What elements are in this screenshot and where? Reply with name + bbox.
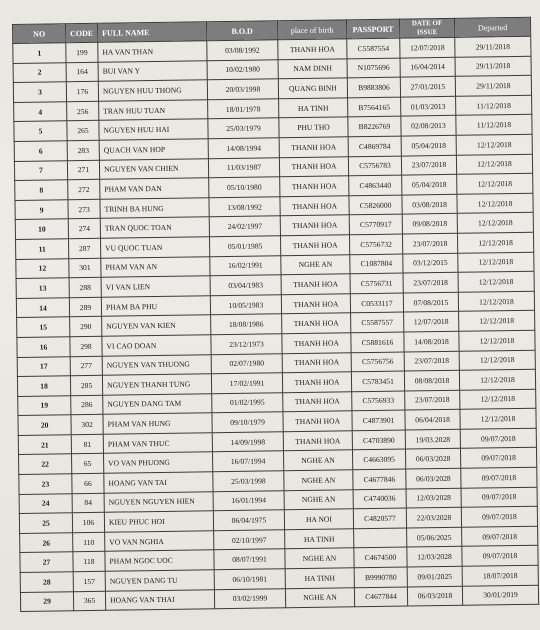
cell-departed: 12/12/2018 — [460, 409, 536, 430]
cell-code: 271 — [67, 160, 99, 180]
cell-date-of-issue: 03/08/2018 — [402, 194, 457, 214]
cell-no: 29 — [20, 591, 73, 611]
cell-passport: C5756732 — [349, 234, 402, 254]
cell-date-of-issue: 23/07/2018 — [402, 233, 457, 253]
cell-full-name: PHAM BA PHU — [101, 295, 210, 316]
cell-passport: C5881616 — [351, 332, 404, 352]
cell-bod: 03/08/1992 — [207, 40, 278, 61]
cell-full-name: NGUYEN THANH TUNG — [102, 374, 211, 395]
cell-departed: 09/07/2018 — [462, 526, 538, 547]
cell-place-of-birth: THANH HOA — [280, 235, 349, 256]
cell-code: 274 — [68, 219, 100, 239]
cell-no: 22 — [19, 454, 72, 474]
cell-departed: 12/12/2018 — [459, 330, 535, 351]
cell-date-of-issue: 23/07/2018 — [405, 390, 460, 410]
cell-departed: 12/12/2018 — [458, 271, 534, 292]
cell-no: 2 — [13, 62, 66, 82]
cell-departed: 09/07/2018 — [461, 467, 537, 488]
cell-passport: C5587554 — [347, 38, 400, 58]
cell-bod: 02/07/1980 — [211, 353, 282, 374]
cell-departed: 18/07/2018 — [462, 565, 538, 586]
cell-departed: 09/07/2018 — [460, 448, 536, 469]
cell-code: 365 — [73, 591, 105, 611]
cell-full-name: TRAN HUU TUAN — [99, 100, 208, 121]
cell-bod: 05/01/1985 — [209, 236, 280, 257]
cell-departed: 12/12/2018 — [457, 213, 533, 234]
cell-code: 286 — [71, 395, 103, 415]
cell-no: 8 — [15, 180, 68, 200]
cell-departed: 29/11/2018 — [455, 36, 531, 57]
cell-place-of-birth: THANH HOA — [283, 431, 352, 452]
cell-departed: 11/12/2018 — [456, 115, 532, 136]
cell-departed: 12/12/2018 — [457, 232, 533, 253]
cell-full-name: PHAM NGOC UOC — [105, 550, 214, 571]
cell-passport: C5826000 — [349, 195, 402, 215]
cell-code: 287 — [69, 238, 101, 258]
cell-departed: 12/12/2018 — [459, 350, 535, 371]
cell-code: 65 — [72, 454, 104, 474]
cell-passport: C5770917 — [349, 214, 402, 234]
header-departed: Departed — [454, 17, 530, 37]
cell-no: 17 — [17, 356, 70, 376]
cell-passport — [354, 528, 407, 548]
cell-no: 15 — [17, 317, 70, 337]
cell-passport: C4869784 — [348, 136, 401, 156]
cell-bod: 16/01/1994 — [213, 490, 284, 511]
cell-date-of-issue: 12/03/2028 — [407, 547, 462, 567]
cell-date-of-issue: 12/07/2018 — [400, 37, 455, 57]
cell-no: 16 — [17, 337, 70, 357]
cell-code: 289 — [69, 297, 101, 317]
cell-date-of-issue: 12/03/2028 — [406, 488, 461, 508]
cell-place-of-birth: THANH HOA — [281, 294, 350, 315]
cell-bod: 09/10/1979 — [212, 412, 283, 433]
cell-full-name: HOANG VAN THAI — [105, 589, 214, 610]
cell-full-name: VU QUOC TUAN — [100, 237, 209, 258]
cell-bod: 23/12/1973 — [211, 334, 282, 355]
header-date-of-issue: DATE OF ISSUE — [399, 18, 454, 38]
cell-bod: 20/03/1998 — [207, 79, 278, 100]
cell-place-of-birth: NGHE AN — [285, 587, 354, 608]
cell-date-of-issue: 05/04/2018 — [402, 174, 457, 194]
cell-place-of-birth: QUANG BINH — [278, 78, 347, 99]
cell-full-name: TRINH BA HUNG — [100, 198, 209, 219]
cell-date-of-issue: 19/03.2028 — [405, 429, 460, 449]
cell-date-of-issue: 09/08/2018 — [402, 214, 457, 234]
cell-departed: 12/12/2018 — [458, 291, 534, 312]
cell-no: 1 — [13, 43, 66, 63]
cell-bod: 13/08/1992 — [209, 197, 280, 218]
cell-departed: 12/12/2018 — [457, 173, 533, 194]
cell-place-of-birth: THANH HOA — [280, 196, 349, 217]
cell-code: 84 — [72, 493, 104, 513]
cell-passport: B9883806 — [347, 77, 400, 97]
cell-no: 5 — [14, 121, 67, 141]
cell-place-of-birth: HA TINH — [285, 529, 354, 550]
cell-place-of-birth: NGHE AN — [285, 548, 354, 569]
cell-no: 21 — [18, 435, 71, 455]
cell-full-name: NGUYEN VAN THUONG — [102, 354, 211, 375]
cell-place-of-birth: THANH HOA — [282, 352, 351, 373]
cell-bod: 25/03/1998 — [213, 471, 284, 492]
cell-full-name: VI VAN LIEN — [101, 276, 210, 297]
cell-departed: 09/07/2018 — [462, 546, 538, 567]
cell-departed: 12/12/2018 — [460, 389, 536, 410]
cell-full-name: NGUYEN VAN KIEN — [102, 315, 211, 336]
cell-full-name: TRAN QUOC TOAN — [100, 217, 209, 238]
cell-passport: C5587557 — [351, 312, 404, 332]
cell-date-of-issue: 14/08/2018 — [404, 331, 459, 351]
header-code: CODE — [66, 23, 98, 42]
cell-no: 27 — [20, 552, 73, 572]
cell-passport: B7564165 — [348, 97, 401, 117]
cell-place-of-birth: PHU THO — [279, 117, 348, 138]
cell-passport: C0533117 — [350, 293, 403, 313]
cell-code: 66 — [72, 473, 104, 493]
cell-full-name: BUI VAN Y — [98, 60, 207, 81]
cell-bod: 06/04/1975 — [213, 510, 284, 531]
cell-full-name: VI CAO DOAN — [102, 335, 211, 356]
cell-place-of-birth: NAM DINH — [278, 58, 347, 79]
cell-full-name: NGUYEN HUU HAI — [99, 119, 208, 140]
cell-place-of-birth: THANH HOA — [280, 215, 349, 236]
cell-passport: C4674500 — [354, 547, 407, 567]
cell-code: 285 — [70, 375, 102, 395]
cell-bod: 03/04/1983 — [210, 275, 281, 296]
cell-place-of-birth: THANH HOA — [278, 39, 347, 60]
cell-code: 298 — [70, 336, 102, 356]
cell-bod: 05/10/1980 — [209, 177, 280, 198]
cell-code: 110 — [73, 532, 105, 552]
cell-no: 3 — [13, 82, 66, 102]
cell-no: 11 — [16, 239, 69, 259]
cell-place-of-birth: NGHE AN — [284, 470, 353, 491]
cell-bod: 17/02/1991 — [211, 373, 282, 394]
cell-departed: 11/12/2018 — [456, 95, 532, 116]
cell-date-of-issue: 06/03/2028 — [405, 449, 460, 469]
header-bod: B.O.D — [206, 21, 277, 41]
cell-bod: 14/08/1994 — [208, 138, 279, 159]
cell-full-name: PHAM VAN DAN — [100, 178, 209, 199]
cell-departed: 12/12/2018 — [459, 311, 535, 332]
cell-passport: C5783451 — [351, 371, 404, 391]
cell-place-of-birth: THANH HOA — [281, 274, 350, 295]
cell-passport: C1087804 — [350, 254, 403, 274]
cell-place-of-birth: THANH HOA — [283, 411, 352, 432]
cell-place-of-birth: THANH HOA — [282, 333, 351, 354]
cell-passport: C5756756 — [351, 352, 404, 372]
cell-bod: 18/08/1986 — [211, 314, 282, 335]
cell-bod: 14/09/1998 — [212, 432, 283, 453]
header-full-name: FULL NAME — [97, 22, 206, 43]
cell-no: 6 — [14, 141, 67, 161]
cell-bod: 10/02/1980 — [207, 59, 278, 80]
cell-full-name: KIEU PHUC HOI — [104, 511, 213, 532]
cell-departed: 30/01/2019 — [462, 585, 538, 606]
cell-full-name: QUACH VAN HOP — [99, 139, 208, 160]
cell-bod: 24/02/1997 — [209, 216, 280, 237]
cell-no: 24 — [19, 493, 72, 513]
cell-departed: 12/12/2018 — [456, 134, 532, 155]
cell-full-name: PHAM VAN AN — [101, 256, 210, 277]
cell-departed: 29/11/2018 — [455, 56, 531, 77]
cell-date-of-issue: 06/04/2018 — [405, 410, 460, 430]
cell-full-name: NGUYEN VAN CHIEN — [99, 158, 208, 179]
cell-departed: 29/11/2018 — [455, 75, 531, 96]
cell-passport: C4863440 — [349, 175, 402, 195]
cell-departed: 12/12/2018 — [459, 369, 535, 390]
cell-no: 9 — [15, 199, 68, 219]
cell-no: 18 — [17, 376, 70, 396]
cell-departed: 09/07/2018 — [461, 506, 537, 527]
cell-no: 28 — [20, 572, 73, 592]
cell-date-of-issue: 06/03/2018 — [407, 586, 462, 606]
cell-code: 277 — [70, 356, 102, 376]
cell-passport: C5756933 — [352, 391, 405, 411]
cell-date-of-issue: 16/04/2014 — [400, 57, 455, 77]
cell-date-of-issue: 03/12/2015 — [403, 253, 458, 273]
cell-full-name: VO VAN NGHIA — [105, 531, 214, 552]
cell-place-of-birth: HA NOI — [284, 509, 353, 530]
cell-date-of-issue: 23/07/2018 — [401, 155, 456, 175]
cell-code: 288 — [69, 277, 101, 297]
cell-date-of-issue: 12/07/2018 — [404, 312, 459, 332]
cell-date-of-issue: 09/01/2025 — [407, 566, 462, 586]
cell-departed: 09/07/2018 — [460, 428, 536, 449]
cell-full-name: PHAM VAN THUC — [103, 433, 212, 454]
cell-code: 199 — [66, 42, 98, 62]
cell-full-name: NGUYEN DANG TAM — [103, 393, 212, 414]
cell-place-of-birth: THANH HOA — [279, 137, 348, 158]
cell-passport: B8226769 — [348, 116, 401, 136]
cell-code: 106 — [72, 513, 104, 533]
cell-no: 20 — [18, 415, 71, 435]
cell-passport: C4873901 — [352, 410, 405, 430]
cell-no: 25 — [19, 513, 72, 533]
cell-place-of-birth: THANH HOA — [279, 156, 348, 177]
cell-no: 12 — [16, 258, 69, 278]
cell-bod: 16/07/1994 — [212, 451, 283, 472]
cell-date-of-issue: 05/06/2025 — [407, 527, 462, 547]
cell-place-of-birth: THANH HOA — [283, 391, 352, 412]
cell-departed: 12/12/2018 — [458, 252, 534, 273]
cell-date-of-issue: 22/03/2028 — [406, 508, 461, 528]
cell-no: 26 — [20, 533, 73, 553]
cell-departed: 12/12/2018 — [456, 154, 532, 175]
cell-code: 176 — [66, 81, 98, 101]
cell-date-of-issue: 08/08/2018 — [404, 370, 459, 390]
cell-bod: 08/07/1991 — [214, 549, 285, 570]
cell-code: 164 — [66, 62, 98, 82]
cell-passport: B9990780 — [354, 567, 407, 587]
cell-passport: C4740036 — [353, 489, 406, 509]
cell-no: 14 — [16, 297, 69, 317]
cell-passport: C4663095 — [352, 450, 405, 470]
cell-code: 157 — [73, 571, 105, 591]
cell-date-of-issue: 01/03/2013 — [401, 96, 456, 116]
cell-full-name: NGUYEN HUU THONG — [98, 80, 207, 101]
cell-full-name: PHAM VAN HUNG — [103, 413, 212, 434]
cell-place-of-birth: THANH HOA — [282, 313, 351, 334]
cell-bod: 10/05/1983 — [210, 294, 281, 315]
cell-bod: 11/03/1987 — [208, 157, 279, 178]
cell-place-of-birth: HA TINH — [279, 98, 348, 119]
cell-passport: C5756731 — [350, 273, 403, 293]
cell-bod: 06/10/1981 — [214, 569, 285, 590]
cell-code: 272 — [68, 179, 100, 199]
cell-passport: C4677844 — [354, 587, 407, 607]
cell-no: 4 — [14, 102, 67, 122]
cell-departed: 12/12/2018 — [457, 193, 533, 214]
cell-no: 19 — [18, 395, 71, 415]
cell-no: 10 — [15, 219, 68, 239]
header-passport: PASSPORT — [346, 19, 399, 39]
cell-code: 283 — [67, 140, 99, 160]
cell-bod: 03/02/1999 — [214, 588, 285, 609]
cell-code: 118 — [73, 552, 105, 572]
table-body — [13, 36, 539, 611]
cell-no: 23 — [19, 474, 72, 494]
cell-bod: 18/01/1978 — [208, 99, 279, 120]
cell-passport: C4820577 — [353, 508, 406, 528]
worker-table — [12, 17, 539, 612]
cell-bod: 16/02/1991 — [210, 255, 281, 276]
cell-full-name: NGUYEN NGUYEN HIEN — [104, 491, 213, 512]
cell-date-of-issue: 23/07/2018 — [404, 351, 459, 371]
cell-date-of-issue: 05/04/2018 — [401, 135, 456, 155]
cell-place-of-birth: NGHE AN — [283, 450, 352, 471]
cell-code: 302 — [71, 415, 103, 435]
cell-passport: C5756783 — [348, 156, 401, 176]
cell-place-of-birth: THANH HOA — [282, 372, 351, 393]
cell-passport: C4703890 — [352, 430, 405, 450]
cell-place-of-birth: HA TINH — [285, 568, 354, 589]
cell-date-of-issue: 02/08/2013 — [401, 116, 456, 136]
cell-passport: N1075696 — [347, 58, 400, 78]
cell-bod: 02/10/1997 — [214, 530, 285, 551]
cell-code: 301 — [69, 258, 101, 278]
cell-full-name: HOANG VAN TAI — [104, 472, 213, 493]
cell-departed: 09/07/2018 — [461, 487, 537, 508]
header-no: NO — [13, 24, 66, 44]
cell-date-of-issue: 07/08/2015 — [403, 292, 458, 312]
cell-full-name: VO VAN PHUONG — [104, 452, 213, 473]
cell-place-of-birth: THANH HOA — [280, 176, 349, 197]
cell-place-of-birth: NGHE AN — [284, 489, 353, 510]
cell-full-name: HA VAN THAN — [98, 41, 207, 62]
cell-date-of-issue: 27/01/2015 — [400, 77, 455, 97]
cell-passport: C4677846 — [353, 469, 406, 489]
cell-bod: 01/02/1995 — [212, 392, 283, 413]
header-place-of-birth: place of birth — [277, 20, 346, 40]
cell-bod: 25/03/1979 — [208, 118, 279, 139]
cell-place-of-birth: NGHE AN — [281, 254, 350, 275]
cell-code: 256 — [67, 101, 99, 121]
cell-date-of-issue: 06/03/2028 — [406, 468, 461, 488]
cell-no: 13 — [16, 278, 69, 298]
cell-code: 265 — [67, 121, 99, 141]
cell-code: 273 — [68, 199, 100, 219]
cell-no: 7 — [14, 160, 67, 180]
cell-full-name: NGUYEN DANG TU — [105, 570, 214, 591]
cell-date-of-issue: 23/07/2018 — [403, 272, 458, 292]
cell-code: 81 — [71, 434, 103, 454]
cell-code: 290 — [70, 317, 102, 337]
document-sheet — [12, 17, 538, 624]
